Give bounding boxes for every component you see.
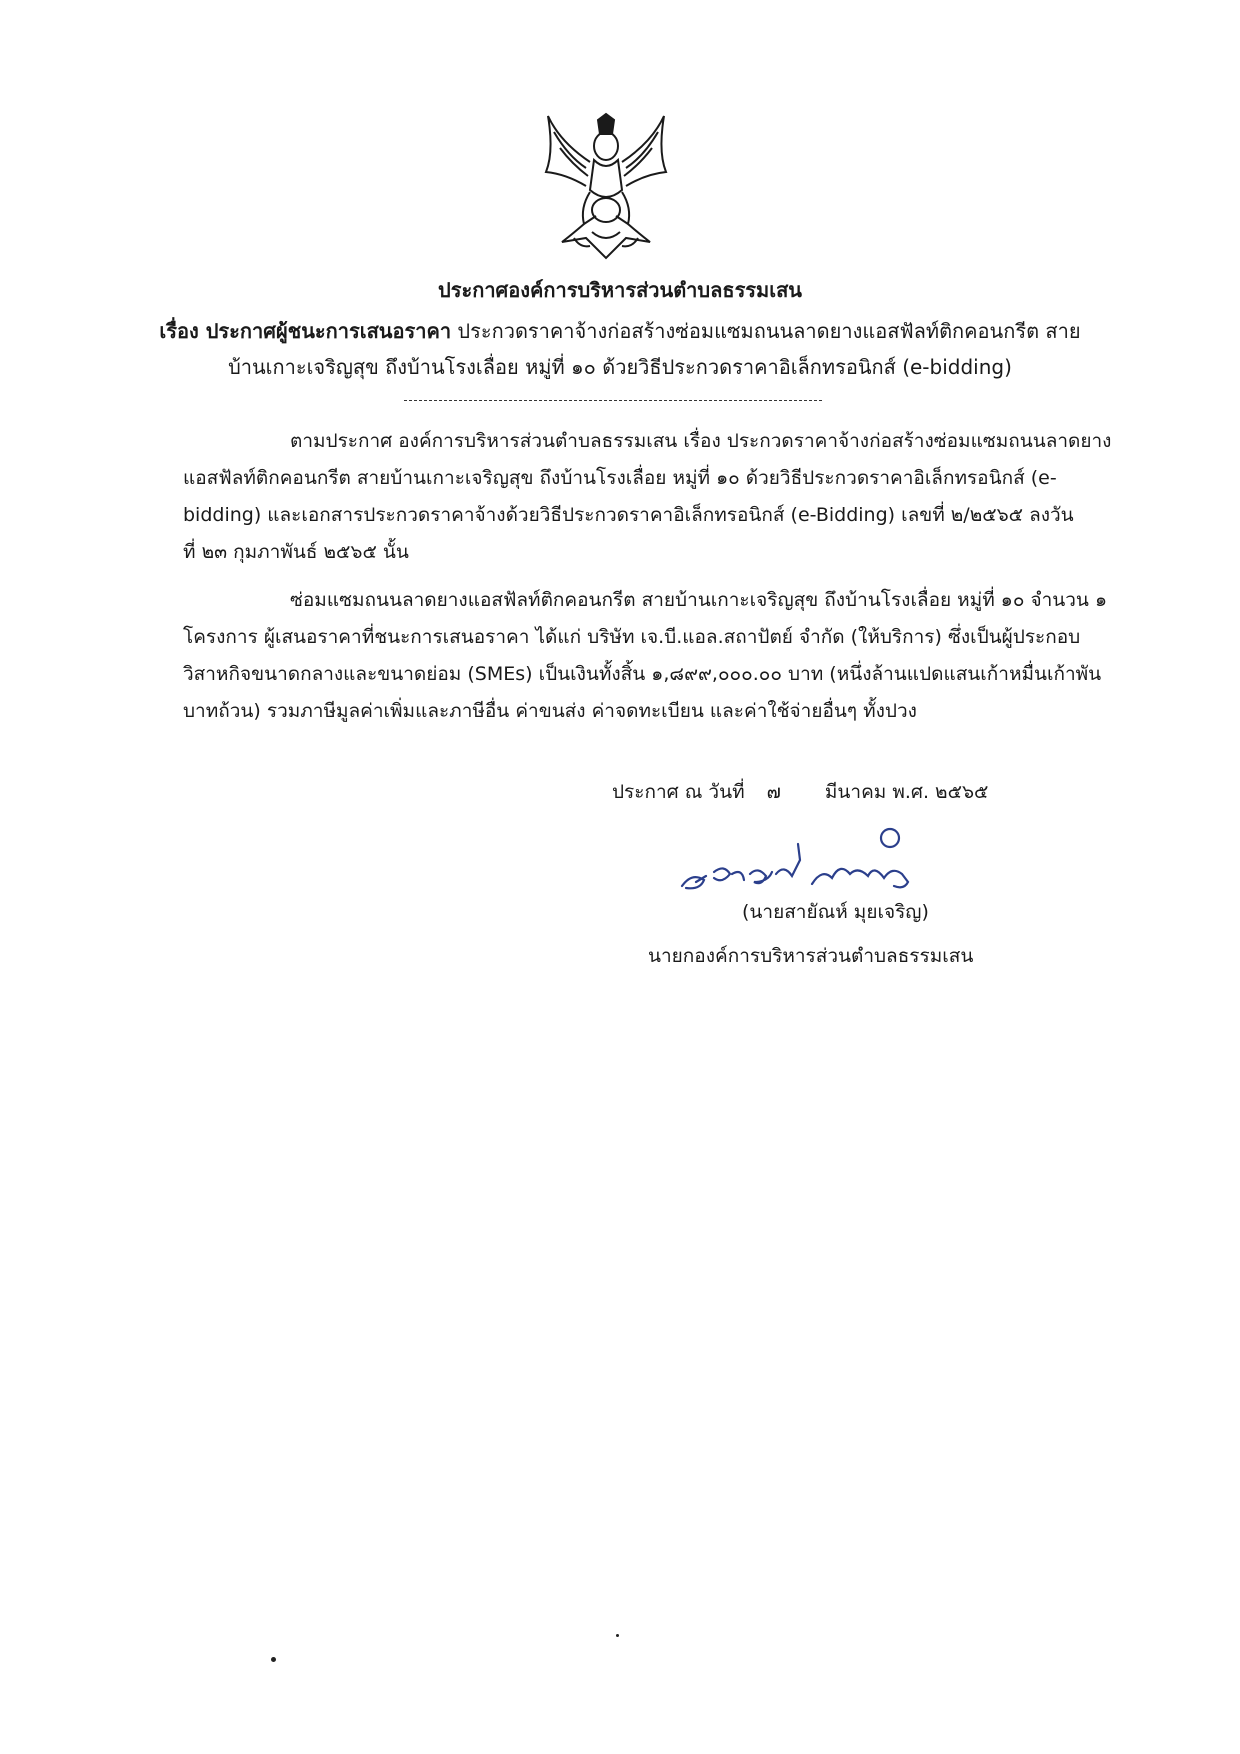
announcement-date [612, 778, 988, 806]
signer-title: นายกองค์การบริหารส่วนตำบลธรรมเสน [648, 945, 974, 967]
scan-speck [271, 1657, 276, 1662]
signature [672, 824, 942, 904]
signer-name: (นายสายัณห์ มุยเจริญ) [742, 901, 929, 923]
paragraph-1-line-4: ที่ ๒๓ กุมภาพันธ์ ๒๕๖๕ นั้น [183, 541, 409, 563]
subject-line-2: บ้านเกาะเจริญสุข ถึงบ้านโรงเลื่อย หมู่ที่ ๑๐ ด้วยวิธีประกวดราคาอิเล็กทรอนิกส์ (e-bidding) [228, 355, 1012, 379]
document-title: ประกาศองค์การบริหารส่วนตำบลธรรมเสน [438, 278, 802, 302]
paragraph-2-line-4: บาทถ้วน) รวมภาษีมูลค่าเพิ่มและภาษีอื่น ค่าขนส่ง ค่าจดทะเบียน และค่าใช้จ่ายอื่นๆ ทั้งปวง [183, 700, 917, 722]
announcement-prefix: ประกาศ ณ วันที่ [612, 781, 745, 803]
announcement-month-year: มีนาคม พ.ศ. ๒๕๖๕ [824, 781, 989, 803]
paragraph-2-line-1: ซ่อมแซมถนนลาดยางแอสฟัลท์ติกคอนกรีต สายบ้านเกาะเจริญสุข ถึงบ้านโรงเลื่อย หมู่ที่ ๑๐ จำนวน ๑ [290, 589, 1108, 611]
paragraph-1-line-2: แอสฟัลท์ติกคอนกรีต สายบ้านเกาะเจริญสุข ถึงบ้านโรงเลื่อย หมู่ที่ ๑๐ ด้วยวิธีประกวดราคาอิเล็กทรอนิกส์ (e- [183, 467, 1057, 489]
title-divider [404, 400, 822, 401]
subject-line-1 [150, 316, 1090, 346]
garuda-emblem-icon [540, 112, 672, 262]
paragraph-2-line-2: โครงการ ผู้เสนอราคาที่ชนะการเสนอราคา ได้แก่ บริษัท เจ.บี.แอล.สถาปัตย์ จำกัด (ให้บริการ) ซึ่งเป็นผู้ประกอบ [183, 626, 1081, 648]
paragraph-1-line-1: ตามประกาศ องค์การบริหารส่วนตำบลธรรมเสน เรื่อง ประกวดราคาจ้างก่อสร้างซ่อมแซมถนนลาดยาง [290, 430, 1112, 452]
paragraph-1-line-3: bidding) และเอกสารประกวดราคาจ้างด้วยวิธีประกวดราคาอิเล็กทรอนิกส์ (e-Bidding) เลขที่ ๒/๒๕๖๕ ลงวัน [183, 504, 1074, 526]
paragraph-2-line-3: วิสาหกิจขนาดกลางและขนาดย่อม (SMEs) เป็นเงินทั้งสิ้น ๑,๘๙๙,๐๐๐.๐๐ บาท (หนึ่งล้านแปดแสนเก้าหมื่นเก้าพัน [183, 663, 1102, 685]
subject-label: เรื่อง ประกาศผู้ชนะการเสนอราคา [159, 319, 452, 343]
scan-speck [616, 1634, 619, 1637]
subject-text: ประกวดราคาจ้างก่อสร้างซ่อมแซมถนนลาดยางแอสฟัลท์ติกคอนกรีต สาย [457, 319, 1081, 343]
announcement-day: ๗ [766, 781, 781, 803]
